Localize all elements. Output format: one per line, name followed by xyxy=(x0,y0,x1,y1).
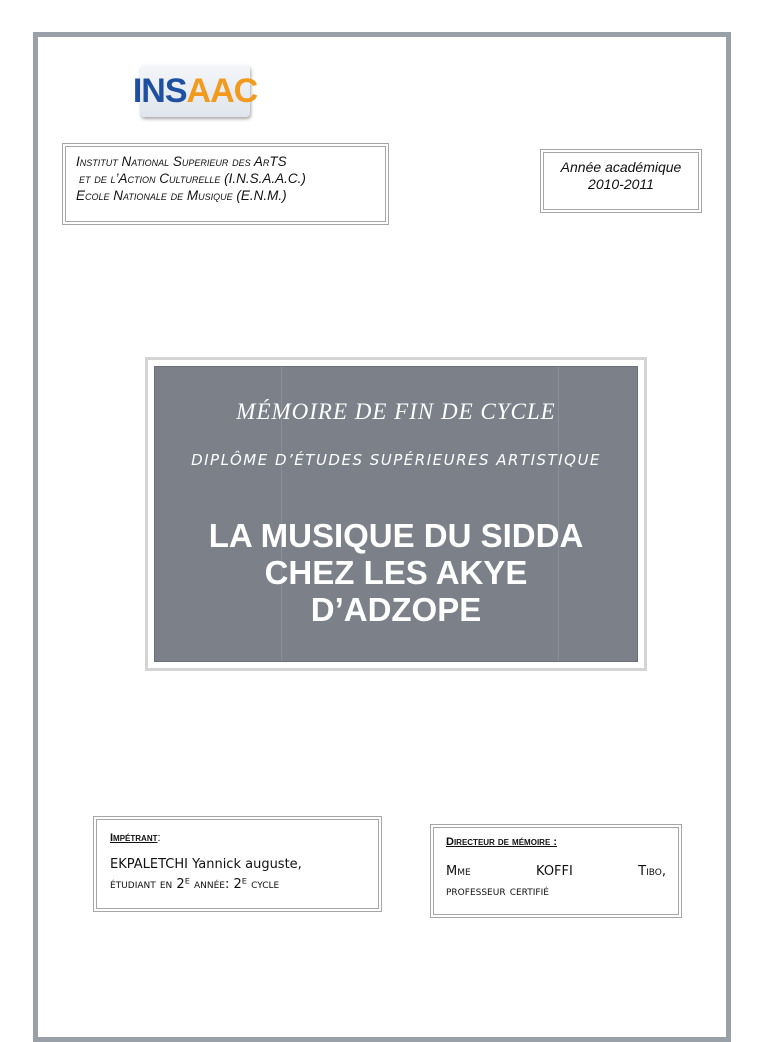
director-name-line xyxy=(446,862,666,882)
director-role: professeur certifié xyxy=(446,884,549,899)
institution-box xyxy=(65,146,386,222)
logo-text-accent: AAC xyxy=(186,71,258,110)
institution-line-1: Institut National Superieur des ArTS xyxy=(76,154,287,169)
director-label: Directeur de mémoire : xyxy=(446,836,558,848)
impetrant-colon: : xyxy=(157,832,161,844)
director-surname: KOFFI xyxy=(536,864,573,879)
academic-year-box xyxy=(543,152,699,210)
diploma-name: DIPLÔME D’ÉTUDES SUPÉRIEURES ARTISTIQUE xyxy=(191,451,601,469)
academic-year-value: 2010-2011 xyxy=(588,176,654,192)
institution-line-3: Ecole Nationale de Musique (E.N.M.) xyxy=(76,188,287,203)
impetrant-box xyxy=(96,819,379,909)
thesis-title xyxy=(155,517,637,628)
impetrant-name: EKPALETCHI Yannick auguste, xyxy=(110,857,302,872)
insaac-logo xyxy=(132,65,258,117)
thesis-title-line-3: D’ADZOPE xyxy=(310,591,482,628)
director-firstname: Tibo, xyxy=(638,864,666,879)
impetrant-label: Impétrant xyxy=(110,832,158,844)
director-title: Mme xyxy=(446,864,471,879)
thesis-title-line-2: CHEZ LES AKYE xyxy=(264,554,528,591)
document-type: MÉMOIRE DE FIN DE CYCLE xyxy=(236,399,556,424)
title-frame xyxy=(145,357,647,671)
logo-text-main: INS xyxy=(132,71,187,110)
institution-line-2: et de l’Action Culturelle (I.N.S.A.A.C.) xyxy=(79,171,306,186)
director-box xyxy=(433,827,679,915)
title-panel xyxy=(154,366,638,662)
academic-year-label: Année académique xyxy=(560,159,682,175)
thesis-title-line-1: LA MUSIQUE DU SIDDA xyxy=(208,517,584,554)
impetrant-status: étudiant en 2ᴱ année: 2ᴱ cycle xyxy=(110,877,280,892)
